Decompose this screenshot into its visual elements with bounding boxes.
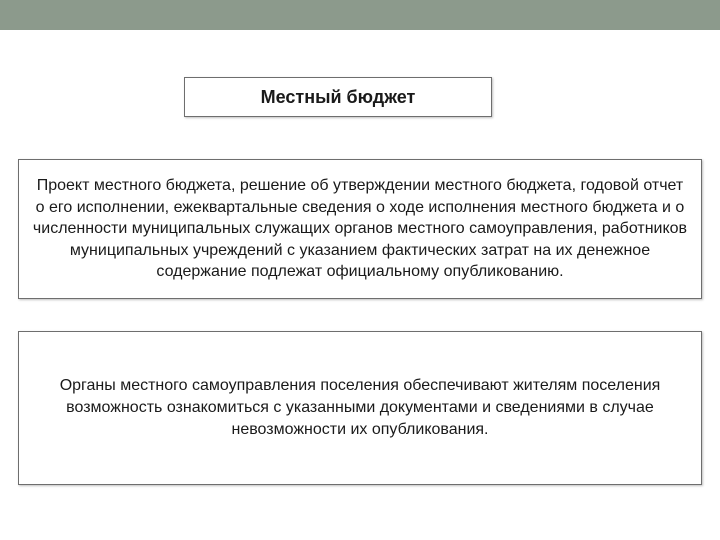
access-provision-text: Органы местного самоуправления поселения обеспечивают жителям поселения возможность ознакомиться с указанными документами и сведениями в случае невозможности их опубликования.	[59, 377, 661, 438]
publication-requirement-text: Проект местного бюджета, решение об утверждении местного бюджета, годовой отчет о его исполнении, ежеквартальные сведения о ходе исполнения местного бюджета и о численности муниципальных служащих органов местного самоуправления, работников муниципальных учреждений с указанием фактических затрат на их денежное содержание подлежат официальному опубликованию.	[32, 177, 688, 281]
publication-requirement-box	[18, 159, 702, 299]
title-box	[184, 77, 492, 117]
access-provision-box	[18, 331, 702, 485]
header-bar	[0, 0, 720, 30]
diagram-title: Местный бюджет	[260, 86, 416, 107]
